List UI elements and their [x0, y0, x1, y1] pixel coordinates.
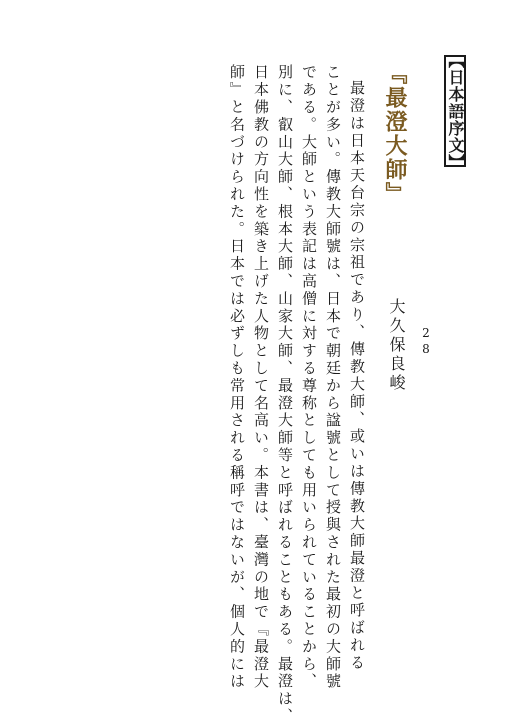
page-number: 28: [419, 326, 433, 358]
body-line-6: 師』と名づけられた。日本では必ずしも常用される稱呼ではないが、個人的には: [228, 64, 246, 691]
body-line-5: 日本佛教の方向性を築き上げた人物として名高い。本書は、臺灣の地で『最澄大: [252, 64, 270, 691]
page-title: 『最澄大師』: [382, 62, 408, 206]
author-name: 大久保良峻: [387, 298, 406, 393]
section-heading-box: [444, 51, 466, 171]
section-heading: 【日本語序文】: [446, 51, 465, 171]
body-line-1: 最澄は日本天台宗の宗祖であり、傳教大師、或いは傳教大師最澄と呼ばれる: [348, 80, 366, 672]
body-line-2: ことが多い。傳教大師號は、日本で朝廷から諡號として授與された最初の大師號: [324, 64, 342, 691]
body-line-3: である。大師という表記は高僧に対する尊称としても用いられていることから、: [300, 64, 318, 691]
body-line-4: 別に、叡山大師、根本大師、山家大師、最澄大師等と呼ばれることもある。最澄は、: [276, 64, 294, 725]
